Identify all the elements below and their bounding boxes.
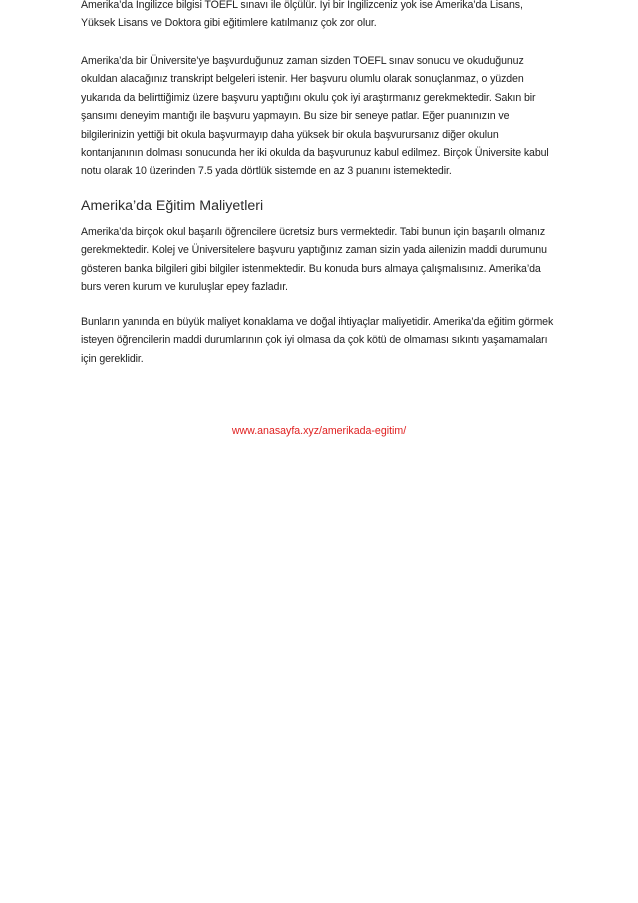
paragraph-toefl-intro: Amerika’da İngilizce bilgisi TOEFL sınavı ile ölçülür. İyi bir İngilizceniz yok ise Amerika’da Lisans, Yüksek Lisans ve Doktora gibi eğitimlere katılmanız çok zor olur. bbox=[81, 0, 523, 30]
paragraph-application: Amerika’da bir Üniversite’ye başvurduğunuz zaman sizden TOEFL sınav sonucu ve okuduğunuz okuldan alacağınız transkript belgeleri istenir. Her başvuru olumlu olarak sonuçlanmaz, o yüzden yukarıda da belirttiğimiz üzere başvuru yaptığını okulu çok iyi araştırmanız gerekmektedir. Sakın bir şansımı deneyim mantığı ile başvuru yapmayın. Bu size bir seneye patlar. Eğer puanınızın ve bilgilerinizin yettiği bit okula başvurmayıp daha yüksek bir okula başvurursanız diğer okulun kontanjanının dolması sonucunda her iki okulda da başvurunuz kabul edilmez. Birçok Üniversite kabul notu olarak 10 üzerinden 7.5 yada dörtlük sistemde en az 3 puanını istemektedir. bbox=[81, 55, 549, 178]
paragraph-scholarships: Amerika’da birçok okul başarılı öğrencilere ücretsiz burs vermektedir. Tabi bunun için başarılı olmanız gerekmektedir. Kolej ve Üniversitelere başvuru yaptığınız zaman sizin yada ailenizin maddi durumunu gösteren banka bilgileri gibi bilgiler istenmektedir. Bu konuda burs almaya çalışmalısınız. Amerika’da burs veren kurum ve kuruluşlar epey fazladır. bbox=[81, 226, 547, 294]
paragraph-living-costs: Bunların yanında en büyük maliyet konaklama ve doğal ihtiyaçlar maliyetidir. Amerika’da eğitim görmek isteyen öğrencilerin maddi durumlarının çok iyi olmasa da çok kötü de olmaması sıkıntı yaşamamaları için gereklidir. bbox=[81, 316, 554, 365]
section-heading-costs: Amerika’da Eğitim Maliyetleri bbox=[81, 198, 264, 214]
source-link[interactable]: www.anasayfa.xyz/amerikada-egitim/ bbox=[231, 425, 407, 437]
